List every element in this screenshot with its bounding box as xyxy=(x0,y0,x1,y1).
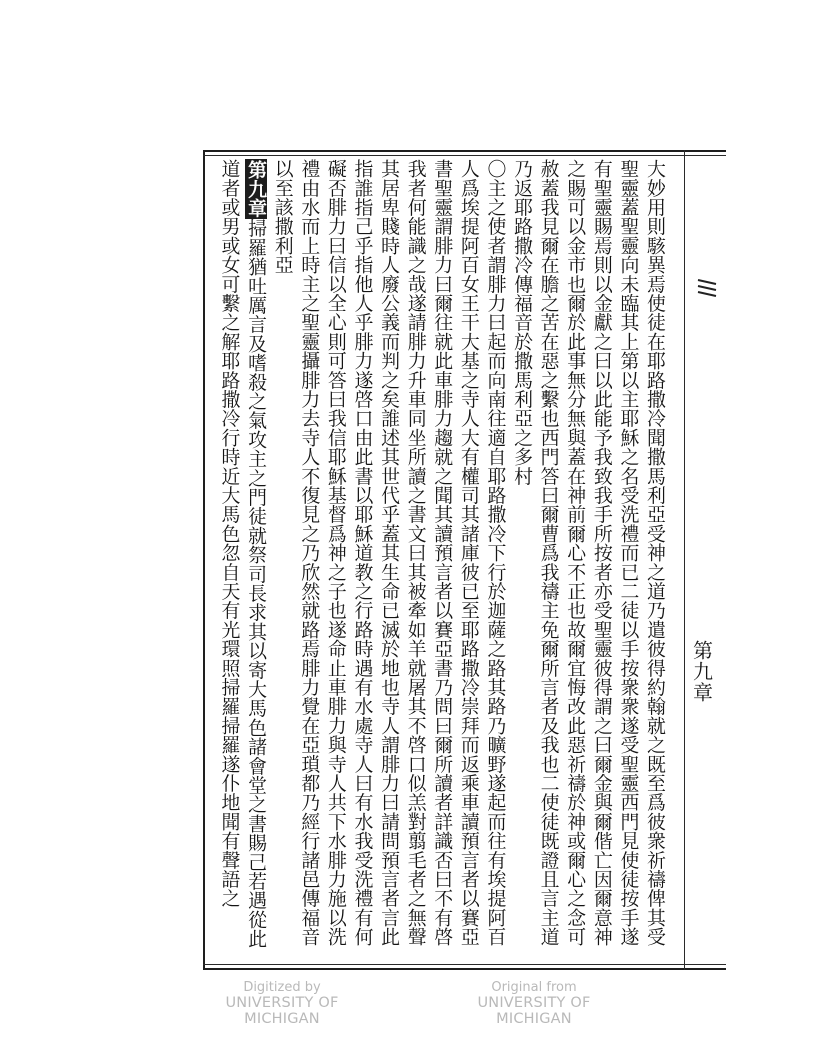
chapter-nine-paragraph xyxy=(216,159,269,963)
digitized-by-label: Digitized by xyxy=(243,980,321,995)
margin-chapter-title: 第九章 xyxy=(689,640,714,703)
fish-tail-icon xyxy=(696,276,718,300)
digitized-by-watermark xyxy=(196,980,368,1027)
chapter-nine-body: 掃羅猶吐厲言及嗜殺之氣攻主之門徒就祭司長求其以寄大馬色諸會堂之書賜己若遇從此道者或男或女可繫之解耶路撒冷行時近大馬色忽自天有光環照掃羅掃羅遂仆地聞有聲語之 xyxy=(218,159,268,949)
paragraph-one: 大妙用則駭異焉使徒在耶路撒冷聞撒馬利亞受神之道乃遣彼得約翰就之既至爲彼衆祈禱俾其受聖靈蓋聖靈向未臨其上第以主耶穌之名受洗禮而已二徒以手按衆衆遂受聖靈西門見使徒按手遂有聖靈賜焉則以金獻之曰以此能予我致我手所按者亦受聖靈彼得謂之曰爾金與爾偕亡因爾意神之賜可以金市也爾於此事無分無與蓋在神前爾心不正也故爾宜悔改此惡祈禱於神或爾心之念可赦蓋我見爾在膽之苦在惡之繫也西門答曰爾曹爲我禱主免爾所言者及我也二使徒既證且言主道乃返耶路撒冷傳福音於撒馬利亞之多村 xyxy=(511,159,666,947)
margin-column xyxy=(684,150,721,970)
original-from-label: Original from xyxy=(491,980,577,995)
digitized-by-institution: UNIVERSITY OF MICHIGAN xyxy=(225,995,339,1027)
inner-rule-bottom xyxy=(203,964,726,965)
original-from-institution: UNIVERSITY OF MICHIGAN xyxy=(477,995,591,1027)
inner-rule-top xyxy=(203,155,726,156)
paragraph-two: 〇主之使者謂腓力曰起而向南往適自耶路撒冷下行於迦薩之路其路乃曠野遂起而往有埃提阿百人爲埃提阿百女王干大基之寺人大有權司其諸庫彼已至耶路撒冷崇拜而返乘車讀預言者以賽亞書聖靈謂腓力曰爾往就此車腓力趨就之聞其讀預言者以賽亞書乃問曰爾所讀者詳識否曰不有啓我者何能識之哉遂請腓力升車同坐所讀之書文曰其被牽如羊就屠其不啓口似羔對翦毛者之無聲其居卑賤時人廢公義而判之矣誰述其世代乎蓋其生命已滅於地也寺人謂腓力曰請問預言者言此指誰指己乎指他人乎腓力遂啓口由此書以耶穌道教之行路時遇有水處寺人曰有水我受洗禮有何礙否腓力曰信以全心則可答曰我信耶穌基督爲神之子也遂命止車腓力與寺人共下水腓力施以洗禮由水而上時主之聖靈攝腓力去寺人不復見之乃欣然就路焉腓力覺在亞瑣都乃經行諸邑傳福音以至該撒利亞 xyxy=(271,159,507,947)
scripture-text xyxy=(210,159,668,963)
original-from-watermark xyxy=(448,980,620,1027)
chapter-heading: 第九章 xyxy=(245,160,268,218)
